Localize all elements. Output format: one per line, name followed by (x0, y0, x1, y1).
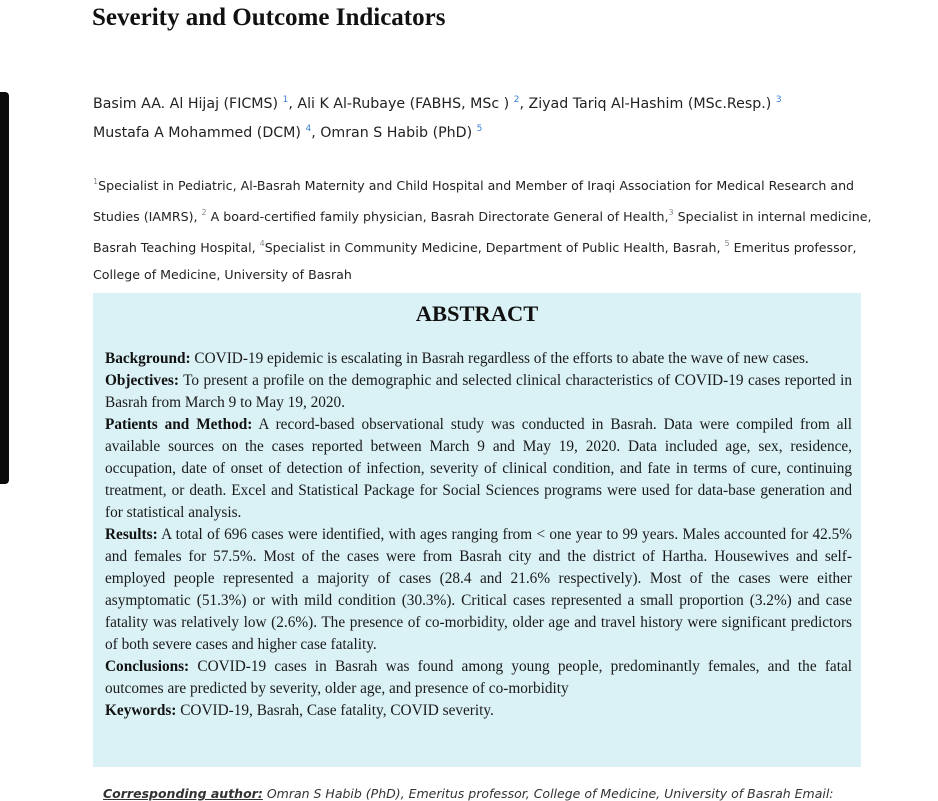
affiliation-text: A board-certified family physician, Basrah Directorate General of Health, (206, 209, 669, 224)
section-label: Background: (105, 350, 191, 367)
section-label: Objectives: (105, 372, 179, 389)
abstract-background (105, 348, 852, 370)
left-edge-bar (0, 92, 9, 484)
abstract-objectives (105, 370, 852, 414)
affiliation-text: Specialist in Community Medicine, Department of Public Health, Basrah, (264, 240, 725, 255)
section-text: A total of 696 cases were identified, with ages ranging from < one year to 99 years. Males accounted for 42.5% and females for 57.5%. Most of the cases were from Basrah city and the district of Hartha. Housewives and self-employed people represented a majority of cases (28.4 and 21.6% respectively). Most of the cases were either asymptomatic (51.3%) or with mild condition (30.3%). Critical cases represented a small proportion (3.2%) and case fatality was relatively low (2.6%). The presence of co-morbidity, older age and travel history were significant predictors of both severe cases and higher case fatality. (105, 526, 852, 653)
affiliation-text: Emeritus professor, College of Medicine, University of Basrah (93, 240, 857, 282)
abstract-methods (105, 414, 852, 524)
section-label: Patients and Method: (105, 416, 253, 433)
affiliation-text: Specialist in Pediatric, Al-Basrah Maternity and Child Hospital and Member of Iraqi Association for Medical Research and Studies (IAMRS), (93, 178, 855, 224)
author-affiliation-number: 2 (513, 95, 520, 105)
author-line-2 (93, 117, 893, 146)
author-affiliation-number: 4 (305, 124, 312, 134)
abstract-body (105, 348, 852, 722)
section-label: Conclusions: (105, 658, 190, 675)
abstract-conclusions (105, 656, 852, 700)
author-affiliation-number: 1 (282, 95, 289, 105)
affiliation-number: 1 (93, 177, 99, 186)
author-name: , Ziyad Tariq Al-Hashim (MSc.Resp.) (519, 96, 776, 112)
affiliation-number: 2 (201, 208, 207, 217)
section-label: Results: (105, 526, 158, 543)
section-text: A record-based observational study was conducted in Basrah. Data were compiled from all available sources on the cases reported between March 9 and May 19, 2020. Data included age, sex, residence, occupation, date of onset of detection of infection, severity of clinical condition, and fate in terms of cure, continuing treatment, or death. Excel and Statistical Package for Social Sciences programs were used for data-base generation and for statistical analysis. (105, 416, 852, 521)
section-label: Keywords: (105, 702, 177, 719)
abstract-results (105, 524, 852, 656)
author-affiliation-number: 3 (775, 95, 782, 105)
section-text: COVID-19, Basrah, Case fatality, COVID severity. (176, 702, 494, 719)
corresponding-label: Corresponding author: (103, 786, 263, 801)
affiliation-text: Specialist in internal medicine, Basrah Teaching Hospital, (93, 209, 872, 255)
abstract-heading: ABSTRACT (415, 301, 539, 326)
affiliation-number: 5 (724, 239, 730, 248)
author-affiliation-number: 5 (476, 124, 483, 134)
section-text: To present a profile on the demographic and selected clinical characteristics of COVID-19 cases reported in Basrah from March 9 to May 19, 2020. (105, 372, 852, 411)
author-name: Basim AA. Al Hijaj (FICMS) (93, 96, 283, 112)
affiliation-number: 4 (259, 239, 265, 248)
author-name: , Omran S Habib (PhD) (311, 125, 477, 141)
affiliations (93, 168, 873, 288)
author-list (93, 88, 893, 146)
abstract-box (93, 293, 861, 767)
corresponding-text: Omran S Habib (PhD), Emeritus professor, College of Medicine, University of Basrah Email: (262, 786, 834, 801)
paper-title: Severity and Outcome Indicators (92, 4, 446, 31)
abstract-keywords (105, 700, 852, 722)
affiliation-number: 3 (668, 208, 674, 217)
section-text: COVID-19 epidemic is escalating in Basrah regardless of the efforts to abate the wave of new cases. (190, 350, 809, 367)
author-name: , Ali K Al-Rubaye (FABHS, MSc ) (288, 96, 514, 112)
author-line-1 (93, 88, 893, 117)
author-name: Mustafa A Mohammed (DCM) (93, 125, 306, 141)
section-text: COVID-19 cases in Basrah was found among young people, predominantly females, and the fatal outcomes are predicted by severity, older age, and presence of co-morbidity (105, 658, 852, 697)
corresponding-author (103, 786, 863, 801)
